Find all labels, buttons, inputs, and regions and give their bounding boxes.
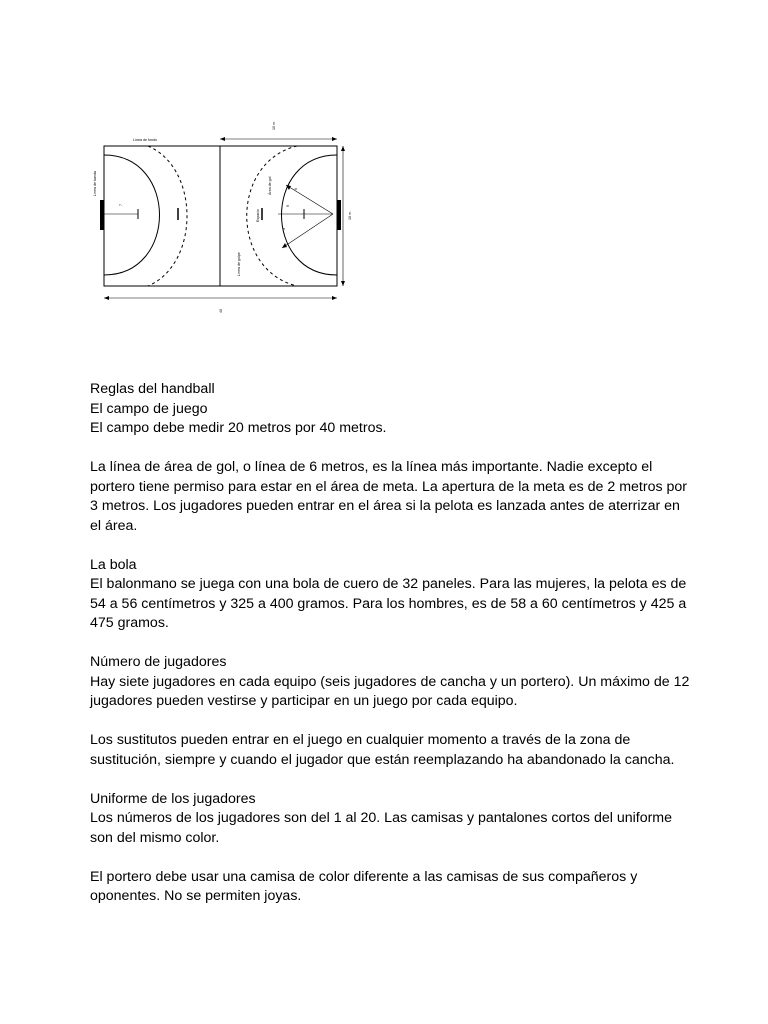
left-goal-area-line bbox=[104, 155, 160, 275]
text-line: oponentes. No se permiten joyas. bbox=[90, 888, 302, 904]
text-line: Los números de los jugadores son del 1 al 20. Las camisas y pantalones cortos del uniforme bbox=[90, 810, 673, 826]
label-linea-fondo: Línea de fondo bbox=[133, 138, 157, 142]
section-heading-jugadores: Número de jugadores bbox=[90, 654, 227, 670]
top-dim-arrow-left bbox=[220, 137, 225, 141]
section-heading-uniforme: Uniforme de los jugadores bbox=[90, 790, 256, 807]
arrowhead-down bbox=[282, 243, 287, 248]
bottom-dim-arrow-left bbox=[104, 296, 109, 300]
label-linea-banda: Línea de banda bbox=[93, 171, 97, 196]
right-goal-area-line bbox=[282, 155, 338, 275]
text-line: sustitución, siempre y cuando el jugador que están reemplazando ha abandonado la cancha. bbox=[90, 751, 675, 768]
paragraph-portero bbox=[90, 868, 690, 907]
text-line: son del mismo color. bbox=[90, 829, 220, 846]
label-area-gol: Área de gol bbox=[268, 176, 272, 195]
label-espacio: Espacio bbox=[256, 209, 260, 222]
document-title: Reglas del handball bbox=[90, 381, 215, 397]
paragraph-area-gol bbox=[90, 458, 690, 536]
section-heading-bola: La bola bbox=[90, 556, 137, 573]
left-free-throw-line bbox=[148, 146, 187, 286]
section-heading-campo: El campo de juego bbox=[90, 400, 208, 417]
paragraph-sustitutos bbox=[90, 731, 690, 770]
paragraph-uniforme bbox=[90, 809, 690, 848]
label-seven-left: 7 bbox=[119, 204, 123, 206]
paragraph-campo-size: El campo debe medir 20 metros por 40 metros. bbox=[90, 420, 387, 436]
text-line: 3 metros. Los jugadores pueden entrar en el área si la pelota es lanzada antes de aterrizar en bbox=[90, 498, 680, 514]
text-line: El balonmano se juega con una bola de cuero de 32 paneles. Para las mujeres, la pelota es de bbox=[90, 576, 687, 592]
text-line: portero tiene permiso para estar en el área de meta. La apertura de la meta es de 2 metros por bbox=[90, 478, 687, 495]
label-r3: 3 bbox=[282, 228, 286, 230]
right-dim-arrow-top bbox=[341, 146, 345, 151]
document-body bbox=[90, 380, 690, 926]
text-line: 475 gramos. bbox=[90, 615, 169, 631]
text-line: jugadores pueden vestirse y participar en un juego por cada equipo. bbox=[90, 693, 518, 709]
right-goal bbox=[337, 200, 341, 230]
handball-court-diagram bbox=[85, 110, 365, 320]
text-line: Los sustitutos pueden entrar en el juego en cualquier momento a través de la zona de bbox=[90, 732, 631, 748]
paragraph-jugadores bbox=[90, 673, 690, 712]
label-top-dim: 10 m. bbox=[272, 121, 276, 130]
text-line: La línea de área de gol, o línea de 6 metros, es la línea más importante. Nadie excepto el bbox=[90, 459, 653, 475]
paragraph-bola bbox=[90, 575, 690, 634]
label-r6: 6 bbox=[294, 188, 298, 190]
label-bottom-dim: 40 bbox=[219, 309, 223, 313]
text-line: el área. bbox=[90, 517, 138, 534]
left-goal bbox=[100, 200, 104, 230]
text-line: 54 a 56 centímetros y 325 a 400 gramos. Para los hombres, es de 58 a 60 centímetros y 425 a bbox=[90, 595, 687, 612]
right-free-throw-line bbox=[247, 146, 297, 286]
label-r9: 9 bbox=[286, 205, 290, 207]
text-line: El portero debe usar una camisa de color diferente a las camisas de sus compañeros y bbox=[90, 868, 638, 885]
bottom-dim-arrow-right bbox=[332, 296, 337, 300]
top-dim-arrow-right bbox=[332, 137, 337, 141]
text-line: Hay siete jugadores en cada equipo (seis jugadores de cancha y un portero). Un máximo de 12 bbox=[90, 673, 690, 690]
right-dim-arrow-bottom bbox=[341, 281, 345, 286]
radius-arrow-down bbox=[282, 214, 333, 248]
label-right-dim: 10 m. bbox=[348, 211, 352, 220]
label-linea-golpe: Línea de golpe bbox=[237, 252, 241, 276]
